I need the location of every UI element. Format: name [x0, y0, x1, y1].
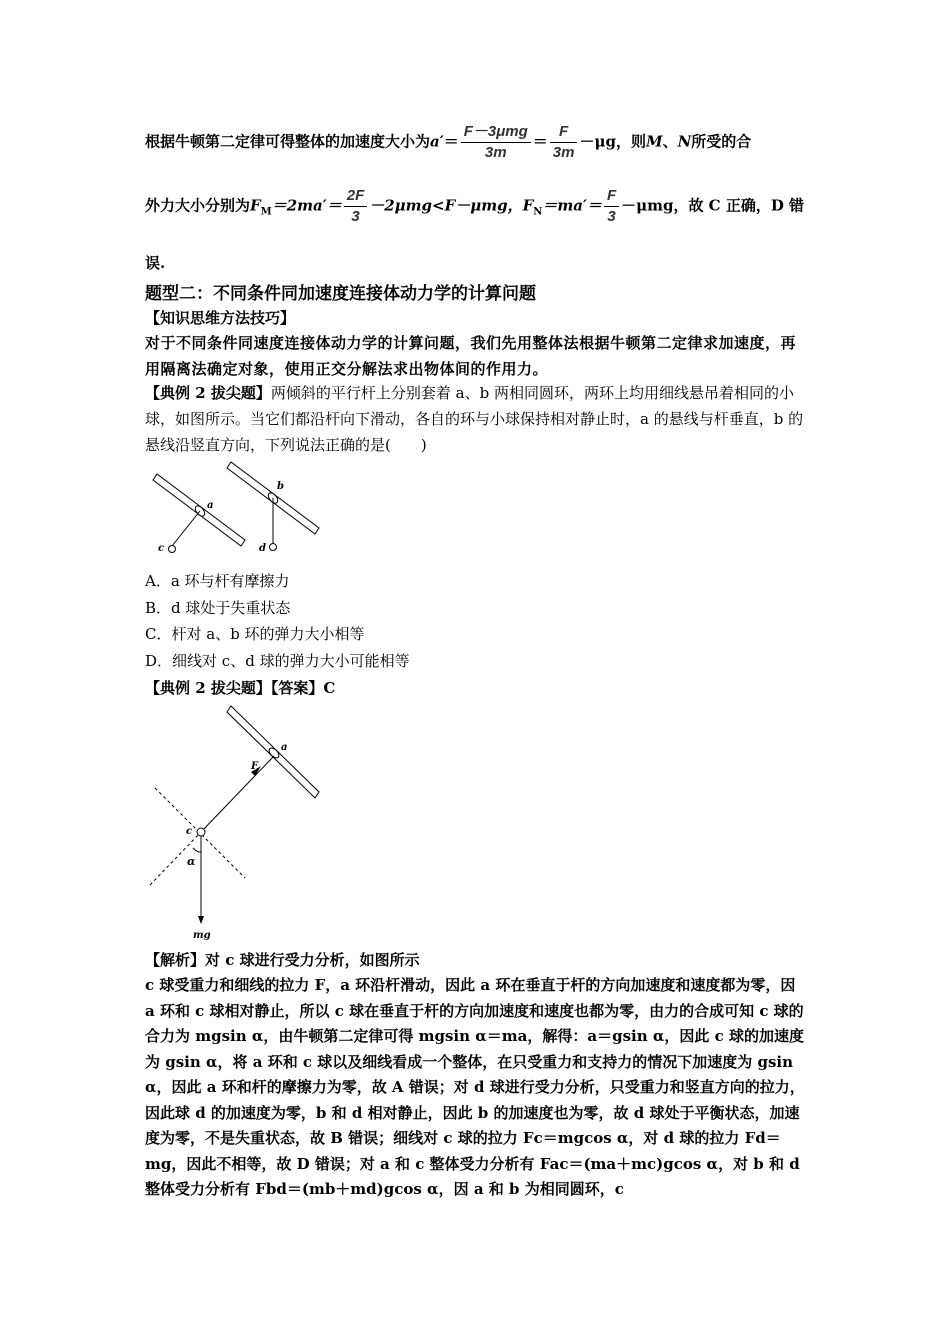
section-heading: 题型二：不同条件同加速度连接体动力学的计算问题 — [145, 284, 536, 303]
option-b: B．d 球处于失重状态 — [145, 599, 291, 617]
angle-arc — [193, 848, 201, 852]
analysis-intro: 【解析】对 c 球进行受力分析，如图所示 — [145, 951, 420, 969]
eq1-avar: a′ — [430, 132, 444, 151]
label-F: F — [251, 761, 259, 772]
ball-d — [270, 544, 277, 551]
fraction-4: $\frac{F}{3}$ — [604, 186, 619, 227]
ball-c — [197, 828, 205, 836]
eq1-lead: 根据牛顿第二定律可得整体的加速度大小为 — [145, 132, 431, 151]
force-mg-arrow — [198, 916, 204, 924]
var-N: N — [677, 132, 692, 151]
equation-line-2: 外力大小分别为$F_M=2ma'=$ $\frac{2F}{3}$ －2μmg<F－μmg，$F_N=ma'=$ $\frac{F}{3}$ －μmg，故 C 正确，D 错 — [145, 187, 805, 225]
label-d: d — [259, 543, 266, 554]
label-a: a — [207, 500, 214, 511]
answer-line: 【典例 2 拔尖题】【答案】C — [145, 679, 336, 697]
continuation-text: 误. — [145, 254, 166, 272]
analysis-body: c 球受重力和细线的拉力 F，a 环沿杆滑动，因此 a 环在垂直于杆的方向加速度和速度都为零，因 a 环和 c 球相对静止，所以 c 球在垂直于杆的方向加速度和速度也都为零，由力的合成可知 c 球的合力为 mgsin α，由牛顿第二定律可得 mgsin α＝ma，解得：a＝gsin α，因此 c 球的加速度为 gsin α，将 a 环和 c 球以及细线看成一个整体，在只受重力和支持力的情况下加速度为 gsin α，因此 a 环和杆的摩擦力为零，故 A 错误；对 d 球进行受力分析，只受重力和竖直方向的拉力，因此球 d 的加速度为零，b 和 d 相对静止，因此 b 的加速度也为零，故 d 球处于平衡状态，加速度为零，不是失重状态，故 B 错误；细线对 c 球的拉力 Fc＝mgcos α，对 d 球的拉力 Fd＝mg，因此不相等，故 D 错误；对 a 和 c 整体受力分析有 Fac＝(ma＋mc)gcos α，对 b 和 d 整体受力分析有 Fbd＝(mb＋md)gcos α，因 a 和 b 为相同圆环，c — [145, 976, 805, 1198]
fraction-1: $\frac{\text{F－3μmg}}{3m}$ — [461, 122, 531, 163]
figure-rods-rings — [145, 458, 335, 558]
equation-line-1: 根据牛顿第二定律可得整体的加速度大小为a′＝ $\frac{\text{F－3μmg}}{3m}$ ＝ $\frac{F}{3m}$ －μg，则M、N所受的合 — [145, 123, 752, 161]
option-a: A．a 环与杆有摩擦力 — [145, 572, 290, 590]
var-M: M — [645, 132, 663, 151]
label-c: c — [186, 826, 193, 837]
eq1-tail1: －μg，则 — [579, 132, 646, 151]
force-F-line — [201, 756, 274, 832]
label-alpha: α — [187, 855, 196, 868]
fraction-3: $\frac{2F}{3}$ — [344, 186, 368, 227]
string-a — [172, 511, 200, 546]
example-question: 【典例 2 拔尖题】两倾斜的平行杆上分别套着 a、b 两相同圆环，两环上均用细线悬吊着相同的小球，如图所示。当它们都沿杆向下滑动，各自的环与小球保持相对静止时，a 的悬线与杆垂直，b 的悬线沿竖直方向，下列说法正确的是( ) — [145, 384, 804, 454]
ball-c — [169, 546, 176, 553]
option-d: D．细线对 c、d 球的弹力大小可能相等 — [145, 652, 410, 670]
label-a: a — [281, 742, 288, 753]
fraction-2: $\frac{F}{3m}$ — [550, 122, 578, 163]
label-b: b — [277, 481, 284, 492]
knowledge-title: 【知识思维方法技巧】 — [145, 309, 296, 327]
label-mg: mg — [193, 930, 211, 941]
figure-force-analysis — [145, 700, 345, 945]
knowledge-body: 对于不同条件同速度连接体动力学的计算问题，我们先用整体法根据牛顿第二定律求加速度，再用隔离法确定对象，使用正交分解法求出物体间的作用力。 — [145, 334, 797, 378]
label-c: c — [158, 543, 165, 554]
option-c: C．杆对 a、b 环的弹力大小相等 — [145, 625, 365, 643]
